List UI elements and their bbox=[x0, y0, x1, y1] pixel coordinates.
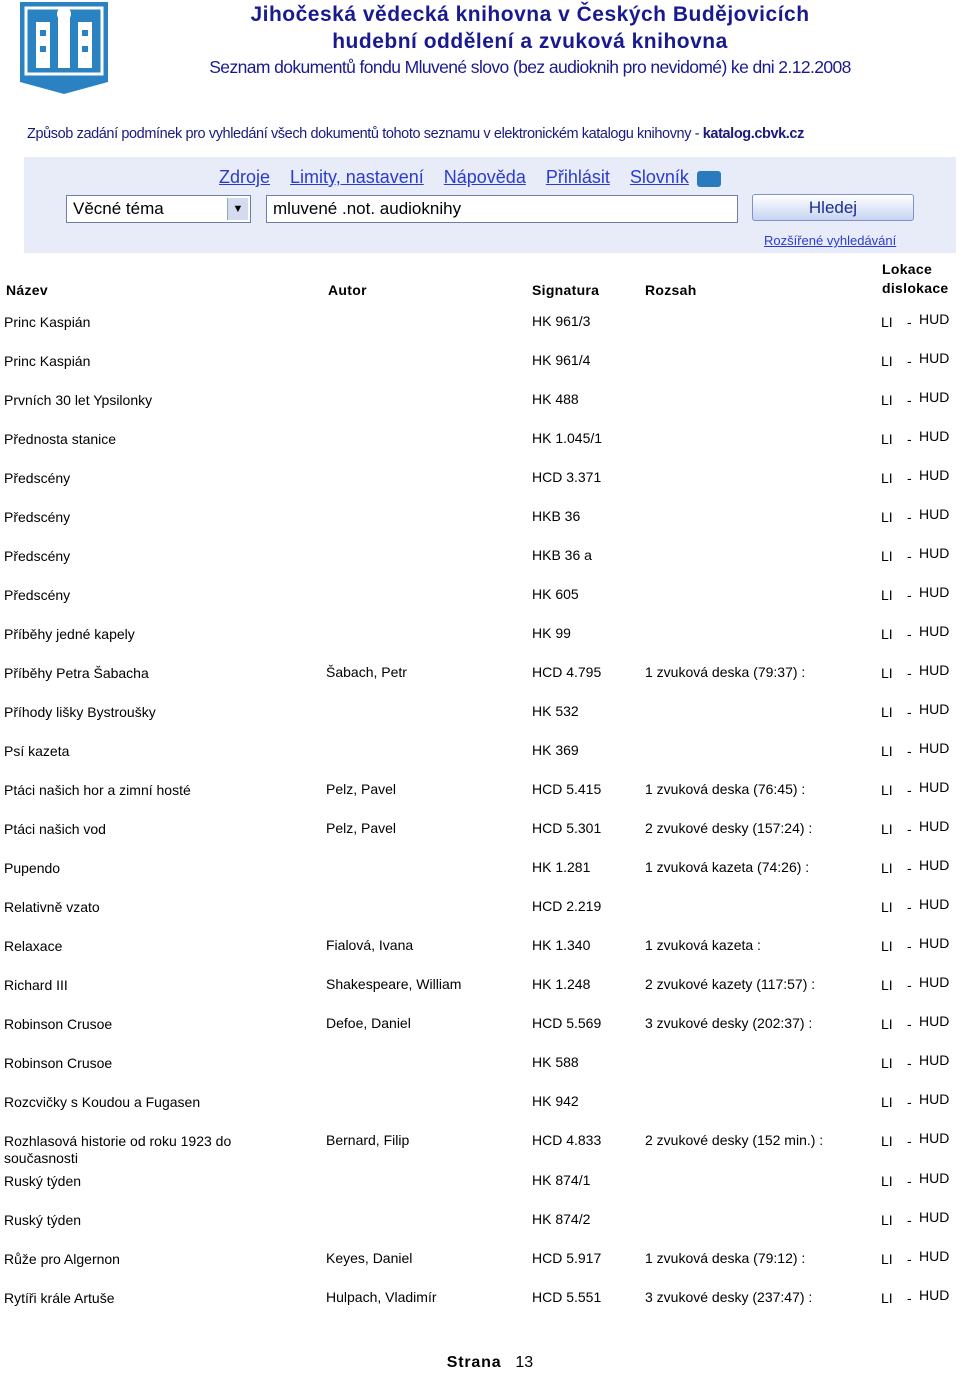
cell-separator: - bbox=[907, 1212, 912, 1228]
cell-location: LI bbox=[881, 587, 893, 603]
cell-extent: 1 zvuková deska (79:37) : bbox=[645, 664, 806, 680]
cell-title: Robinson Crusoe bbox=[4, 1055, 113, 1071]
column-header-lokace: Lokace bbox=[882, 261, 933, 277]
cell-call-number: HK 1.340 bbox=[532, 937, 591, 953]
book-icon bbox=[697, 171, 721, 187]
cell-call-number: HKB 36 a bbox=[532, 547, 592, 563]
cell-call-number: HCD 5.415 bbox=[532, 781, 602, 797]
cell-author: Keyes, Daniel bbox=[326, 1250, 413, 1266]
page-number: 13 bbox=[515, 1354, 534, 1371]
cell-separator: - bbox=[907, 431, 912, 447]
cell-call-number: HCD 3.371 bbox=[532, 469, 602, 485]
cell-title: Psí kazeta bbox=[4, 743, 70, 759]
cell-call-number: HK 588 bbox=[532, 1054, 579, 1070]
header-title: Jihočeská vědecká knihovna v Českých Budějovicích bbox=[250, 3, 810, 26]
cell-sublocation: HUD bbox=[919, 779, 950, 795]
cell-sublocation: HUD bbox=[919, 467, 950, 483]
table-row bbox=[0, 350, 960, 389]
table-row bbox=[0, 311, 960, 350]
cell-sublocation: HUD bbox=[919, 935, 950, 951]
cell-title: Ptáci našich hor a zimní hosté bbox=[4, 782, 191, 798]
cell-author: Šabach, Petr bbox=[326, 664, 407, 680]
cell-sublocation: HUD bbox=[919, 857, 950, 873]
cell-call-number: HK 874/1 bbox=[532, 1172, 591, 1188]
cell-title: Předscény bbox=[4, 470, 71, 486]
cell-title: Ruský týden bbox=[4, 1173, 82, 1189]
cell-call-number: HK 488 bbox=[532, 391, 579, 407]
cell-location: LI bbox=[881, 353, 893, 369]
cell-sublocation: HUD bbox=[919, 389, 950, 405]
cell-sublocation: HUD bbox=[919, 545, 950, 561]
cell-call-number: HCD 5.917 bbox=[532, 1250, 602, 1266]
cell-sublocation: HUD bbox=[919, 350, 950, 366]
cell-location: LI bbox=[881, 821, 893, 837]
cell-call-number: HK 961/3 bbox=[532, 313, 591, 329]
table-row bbox=[0, 818, 960, 857]
cell-call-number: HK 1.248 bbox=[532, 976, 591, 992]
advanced-search-link[interactable]: Rozšířené vyhledávání bbox=[764, 233, 897, 248]
cell-extent: 2 zvukové desky (157:24) : bbox=[645, 820, 813, 836]
cell-author: Pelz, Pavel bbox=[326, 820, 397, 836]
cell-location: LI bbox=[881, 1251, 893, 1267]
cell-author: Hulpach, Vladimír bbox=[326, 1289, 437, 1305]
cell-location: LI bbox=[881, 392, 893, 408]
cell-call-number: HCD 4.833 bbox=[532, 1132, 602, 1148]
cell-location: LI bbox=[881, 431, 893, 447]
table-row bbox=[0, 1248, 960, 1287]
cell-sublocation: HUD bbox=[919, 1287, 950, 1303]
cell-title: Ptáci našich vod bbox=[4, 821, 106, 837]
table-row bbox=[0, 701, 960, 740]
cell-sublocation: HUD bbox=[919, 1013, 950, 1029]
table-row bbox=[0, 857, 960, 896]
cell-extent: 1 zvuková deska (79:12) : bbox=[645, 1250, 806, 1266]
nav-link-slovnik[interactable]: Slovník bbox=[629, 167, 689, 187]
cell-title: Pupendo bbox=[4, 860, 61, 876]
cell-title: Příběhy jedné kapely bbox=[4, 626, 135, 642]
cell-separator: - bbox=[907, 743, 912, 759]
nav-link-zdroje[interactable]: Zdroje bbox=[219, 167, 271, 187]
cell-sublocation: HUD bbox=[919, 701, 950, 717]
table-row bbox=[0, 545, 960, 584]
cell-location: LI bbox=[881, 1016, 893, 1032]
cell-title: Rytíři krále Artuše bbox=[4, 1290, 115, 1306]
table-row bbox=[0, 779, 960, 818]
cell-separator: - bbox=[907, 899, 912, 915]
cell-sublocation: HUD bbox=[919, 818, 950, 834]
cell-extent: 1 zvuková kazeta (74:26) : bbox=[645, 859, 810, 875]
cell-location: LI bbox=[881, 938, 893, 954]
cell-separator: - bbox=[907, 977, 912, 993]
nav-link-limity[interactable]: Limity, nastavení bbox=[290, 167, 424, 187]
cell-title: Robinson Crusoe bbox=[4, 1016, 113, 1032]
cell-title: Předscény bbox=[4, 587, 71, 603]
cell-separator: - bbox=[907, 704, 912, 720]
table-row bbox=[0, 740, 960, 779]
cell-location: LI bbox=[881, 548, 893, 564]
cell-author: Defoe, Daniel bbox=[326, 1015, 411, 1031]
cell-separator: - bbox=[907, 470, 912, 486]
table-row bbox=[0, 1091, 960, 1130]
cell-call-number: HK 942 bbox=[532, 1093, 579, 1109]
cell-extent: 2 zvukové desky (152 min.) : bbox=[645, 1132, 824, 1148]
cell-location: LI bbox=[881, 1290, 893, 1306]
cell-separator: - bbox=[907, 509, 912, 525]
cell-location: LI bbox=[881, 899, 893, 915]
cell-title: Rozhlasová historie od roku 1923 do současnosti bbox=[4, 1133, 232, 1166]
nav-link-prihlasit[interactable]: Přihlásit bbox=[545, 167, 610, 187]
table-row bbox=[0, 974, 960, 1013]
header-description: Seznam dokumentů fondu Mluvené slovo (bez audioknih pro nevidomé) ke dni 2.12.2008 bbox=[209, 57, 851, 77]
instruction-text: Způsob zadání podmínek pro vyhledání všech dokumentů tohoto seznamu v elektronickém katalogu knihovny - bbox=[27, 126, 703, 142]
cell-title: Princ Kaspián bbox=[4, 353, 91, 369]
cell-sublocation: HUD bbox=[919, 1170, 950, 1186]
cell-call-number: HK 874/2 bbox=[532, 1211, 591, 1227]
cell-separator: - bbox=[907, 1251, 912, 1267]
table-row bbox=[0, 506, 960, 545]
cell-location: LI bbox=[881, 1212, 893, 1228]
cell-sublocation: HUD bbox=[919, 1209, 950, 1225]
cell-location: LI bbox=[881, 860, 893, 876]
cell-location: LI bbox=[881, 1133, 893, 1149]
cell-author: Fialová, Ivana bbox=[326, 937, 414, 953]
cell-separator: - bbox=[907, 665, 912, 681]
column-header-rozsah: Rozsah bbox=[645, 282, 697, 298]
cell-sublocation: HUD bbox=[919, 974, 950, 990]
cell-sublocation: HUD bbox=[919, 1091, 950, 1107]
cell-call-number: HCD 5.569 bbox=[532, 1015, 602, 1031]
table-row bbox=[0, 1287, 960, 1326]
cell-title: Richard III bbox=[4, 977, 68, 993]
table-row bbox=[0, 389, 960, 428]
cell-separator: - bbox=[907, 1290, 912, 1306]
cell-title: Relaxace bbox=[4, 938, 63, 954]
cell-sublocation: HUD bbox=[919, 740, 950, 756]
cell-sublocation: HUD bbox=[919, 428, 950, 444]
cell-sublocation: HUD bbox=[919, 1130, 950, 1146]
cell-sublocation: HUD bbox=[919, 311, 950, 327]
cell-sublocation: HUD bbox=[919, 1248, 950, 1264]
chevron-down-icon[interactable]: ▼ bbox=[227, 198, 248, 220]
cell-call-number: HK 99 bbox=[532, 625, 571, 641]
cell-sublocation: HUD bbox=[919, 896, 950, 912]
cell-location: LI bbox=[881, 1055, 893, 1071]
cell-separator: - bbox=[907, 392, 912, 408]
table-row bbox=[0, 428, 960, 467]
cell-sublocation: HUD bbox=[919, 506, 950, 522]
table-row bbox=[0, 1052, 960, 1091]
cell-separator: - bbox=[907, 1133, 912, 1149]
header-subtitle: hudební oddělení a zvuková knihovna bbox=[332, 30, 728, 53]
column-header-nazev: Název bbox=[6, 282, 48, 298]
search-field-value: Věcné téma bbox=[73, 199, 164, 218]
cell-separator: - bbox=[907, 1094, 912, 1110]
cell-separator: - bbox=[907, 353, 912, 369]
table-row bbox=[0, 662, 960, 701]
column-header-dislokace: dislokace bbox=[882, 280, 949, 296]
cell-title: Předscény bbox=[4, 548, 71, 564]
cell-separator: - bbox=[907, 821, 912, 837]
cell-separator: - bbox=[907, 1055, 912, 1071]
cell-separator: - bbox=[907, 314, 912, 330]
cell-author: Bernard, Filip bbox=[326, 1132, 410, 1148]
column-header-autor: Autor bbox=[328, 282, 367, 298]
cell-call-number: HK 605 bbox=[532, 586, 579, 602]
cell-sublocation: HUD bbox=[919, 662, 950, 678]
table-row bbox=[0, 467, 960, 506]
search-input[interactable]: mluvené .not. audioknihy bbox=[266, 195, 738, 223]
cell-sublocation: HUD bbox=[919, 1052, 950, 1068]
cell-location: LI bbox=[881, 743, 893, 759]
table-row bbox=[0, 584, 960, 623]
table-row bbox=[0, 1170, 960, 1209]
cell-call-number: HCD 4.795 bbox=[532, 664, 602, 680]
table-row bbox=[0, 896, 960, 935]
cell-extent: 3 zvukové desky (237:47) : bbox=[645, 1289, 813, 1305]
cell-location: LI bbox=[881, 470, 893, 486]
cell-author: Pelz, Pavel bbox=[326, 781, 397, 797]
cell-separator: - bbox=[907, 548, 912, 564]
cell-extent: 1 zvuková kazeta : bbox=[645, 937, 761, 953]
cell-call-number: HK 369 bbox=[532, 742, 579, 758]
cell-title: Růže pro Algernon bbox=[4, 1251, 120, 1267]
cell-title: Přednosta stanice bbox=[4, 431, 117, 447]
cell-title: Princ Kaspián bbox=[4, 314, 91, 330]
cell-title: Prvních 30 let Ypsilonky bbox=[4, 392, 153, 408]
library-logo bbox=[20, 2, 108, 94]
cell-location: LI bbox=[881, 1173, 893, 1189]
table-row bbox=[0, 1209, 960, 1248]
cell-location: LI bbox=[881, 626, 893, 642]
table-row bbox=[0, 935, 960, 974]
cell-separator: - bbox=[907, 782, 912, 798]
cell-extent: 1 zvuková deska (76:45) : bbox=[645, 781, 806, 797]
cell-title: Předscény bbox=[4, 509, 71, 525]
cell-title: Relativně vzato bbox=[4, 899, 100, 915]
cell-location: LI bbox=[881, 704, 893, 720]
cell-separator: - bbox=[907, 938, 912, 954]
cell-location: LI bbox=[881, 977, 893, 993]
search-instruction bbox=[27, 126, 804, 142]
page-footer bbox=[0, 1354, 960, 1372]
cell-title: Příhody lišky Bystroušky bbox=[4, 704, 156, 720]
catalog-link[interactable]: katalog.cbvk.cz bbox=[702, 126, 804, 142]
table-row bbox=[0, 1013, 960, 1052]
cell-call-number: HCD 2.219 bbox=[532, 898, 602, 914]
cell-location: LI bbox=[881, 509, 893, 525]
cell-call-number: HCD 5.301 bbox=[532, 820, 602, 836]
cell-author: Shakespeare, William bbox=[326, 976, 462, 992]
search-button[interactable]: Hledej bbox=[752, 194, 914, 221]
cell-separator: - bbox=[907, 1173, 912, 1189]
cell-call-number: HK 1.281 bbox=[532, 859, 591, 875]
column-header-signatura: Signatura bbox=[532, 282, 600, 298]
cell-separator: - bbox=[907, 587, 912, 603]
cell-call-number: HKB 36 bbox=[532, 508, 581, 524]
nav-link-napoveda[interactable]: Nápověda bbox=[443, 167, 526, 187]
cell-separator: - bbox=[907, 1016, 912, 1032]
cell-title: Příběhy Petra Šabacha bbox=[4, 665, 149, 681]
cell-call-number: HK 1.045/1 bbox=[532, 430, 603, 446]
table-row bbox=[0, 1130, 960, 1169]
cell-separator: - bbox=[907, 860, 912, 876]
cell-sublocation: HUD bbox=[919, 623, 950, 639]
search-field-select[interactable] bbox=[66, 195, 251, 223]
page-label: Strana bbox=[446, 1354, 502, 1371]
cell-location: LI bbox=[881, 782, 893, 798]
cell-call-number: HCD 5.551 bbox=[532, 1289, 602, 1305]
table-row bbox=[0, 623, 960, 662]
cell-extent: 2 zvukové kazety (117:57) : bbox=[645, 976, 816, 992]
cell-title: Rozcvičky s Koudou a Fugasen bbox=[4, 1094, 201, 1110]
catalog-search-bar bbox=[24, 157, 956, 253]
cell-location: LI bbox=[881, 314, 893, 330]
cell-sublocation: HUD bbox=[919, 584, 950, 600]
cell-location: LI bbox=[881, 665, 893, 681]
cell-call-number: HK 532 bbox=[532, 703, 579, 719]
cell-call-number: HK 961/4 bbox=[532, 352, 591, 368]
cell-location: LI bbox=[881, 1094, 893, 1110]
cell-extent: 3 zvukové desky (202:37) : bbox=[645, 1015, 813, 1031]
cell-separator: - bbox=[907, 626, 912, 642]
cell-title: Ruský týden bbox=[4, 1212, 82, 1228]
catalog-nav bbox=[219, 167, 721, 188]
